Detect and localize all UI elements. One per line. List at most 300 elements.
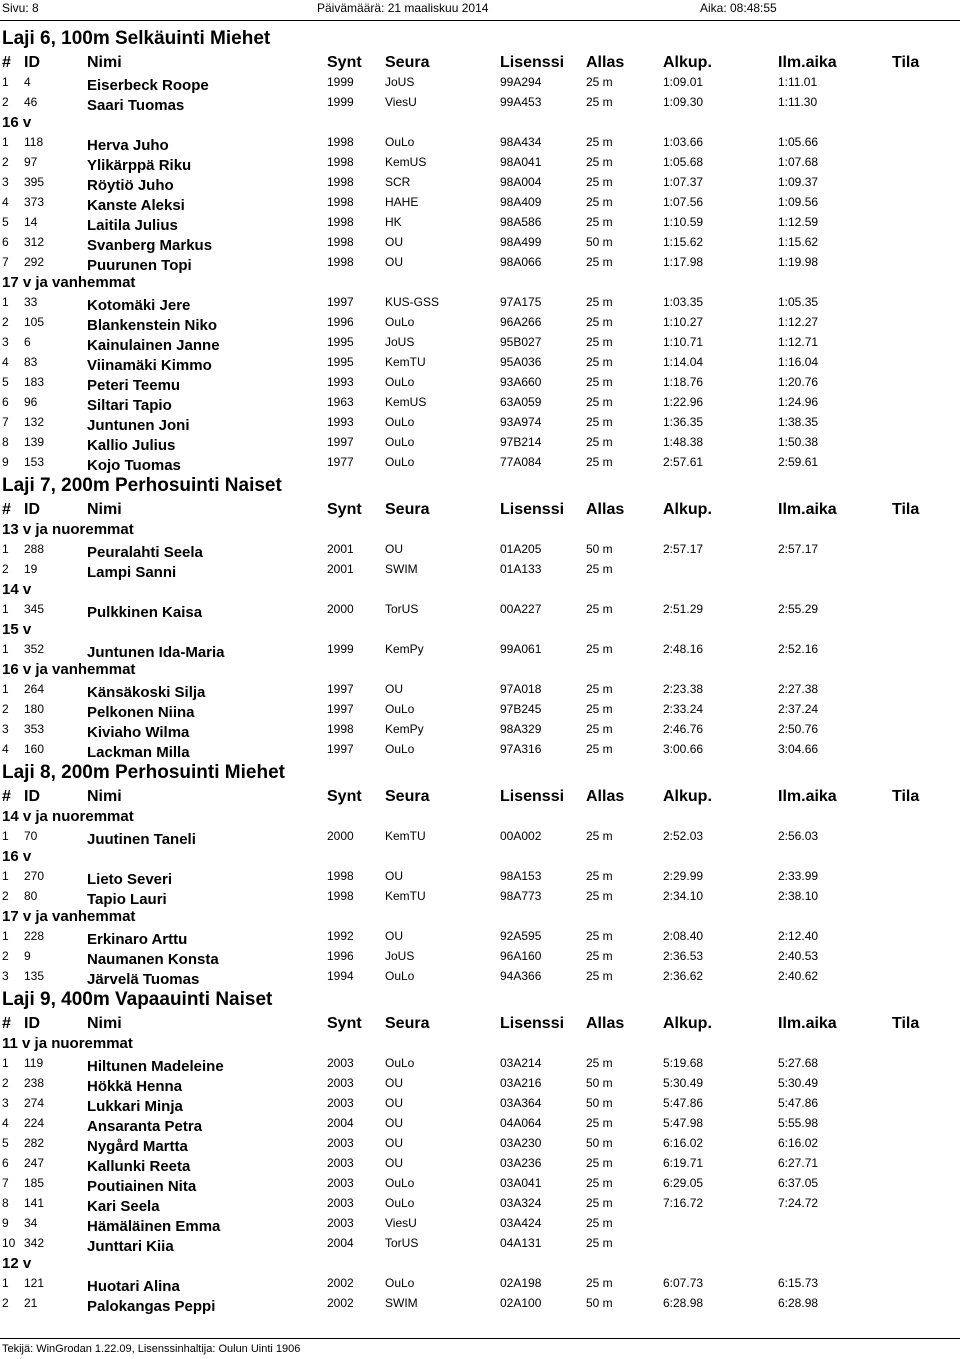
swimmer-name: Peteri Teemu bbox=[87, 377, 181, 394]
column-header: Seura bbox=[385, 788, 430, 805]
place: 7 bbox=[2, 255, 9, 269]
table-row bbox=[0, 740, 960, 760]
entered-time: 3:04.66 bbox=[778, 742, 819, 756]
license: 03A214 bbox=[500, 1056, 542, 1070]
pool: 25 m bbox=[586, 969, 613, 983]
table-row bbox=[0, 967, 960, 987]
birth-year: 1998 bbox=[327, 155, 354, 169]
license: 95A036 bbox=[500, 355, 542, 369]
swimmer-id: 180 bbox=[24, 702, 45, 716]
entered-time: 1:38.35 bbox=[778, 415, 819, 429]
license: 01A133 bbox=[500, 562, 542, 576]
swimmer-id: 132 bbox=[24, 415, 45, 429]
column-header: Lisenssi bbox=[500, 54, 565, 71]
club: OU bbox=[385, 235, 403, 249]
column-header: Nimi bbox=[87, 788, 122, 805]
swimmer-name: Röytiö Juho bbox=[87, 177, 174, 194]
table-row bbox=[0, 680, 960, 700]
license: 04A131 bbox=[500, 1236, 542, 1250]
age-group-label: 15 v bbox=[2, 621, 32, 638]
entry-time: 5:19.68 bbox=[663, 1056, 704, 1070]
swimmer-id: 121 bbox=[24, 1276, 45, 1290]
entry-time: 1:15.62 bbox=[663, 235, 704, 249]
birth-year: 1994 bbox=[327, 969, 354, 983]
swimmer-name: Nygård Martta bbox=[87, 1138, 188, 1155]
license: 98A329 bbox=[500, 722, 542, 736]
page-header bbox=[0, 0, 960, 21]
license: 03A041 bbox=[500, 1176, 542, 1190]
place: 7 bbox=[2, 415, 9, 429]
pool: 25 m bbox=[586, 1156, 613, 1170]
club: OuLo bbox=[385, 135, 415, 149]
table-row bbox=[0, 333, 960, 353]
column-header: Lisenssi bbox=[500, 788, 565, 805]
club: OU bbox=[385, 255, 403, 269]
license: 98A066 bbox=[500, 255, 542, 269]
entered-time: 6:28.98 bbox=[778, 1296, 819, 1310]
swimmer-name: Junttari Kiia bbox=[87, 1238, 174, 1255]
swimmer-name: Hökkä Henna bbox=[87, 1078, 183, 1095]
license: 94A366 bbox=[500, 969, 542, 983]
club: OU bbox=[385, 1136, 403, 1150]
birth-year: 2000 bbox=[327, 829, 354, 843]
place: 10 bbox=[2, 1236, 16, 1250]
place: 1 bbox=[2, 295, 9, 309]
swimmer-id: 228 bbox=[24, 929, 45, 943]
entry-time: 2:34.10 bbox=[663, 889, 704, 903]
club: JoUS bbox=[385, 949, 415, 963]
club: OuLo bbox=[385, 435, 415, 449]
license: 93A660 bbox=[500, 375, 542, 389]
license: 98A773 bbox=[500, 889, 542, 903]
club: TorUS bbox=[385, 602, 419, 616]
entered-time: 2:59.61 bbox=[778, 455, 819, 469]
place: 8 bbox=[2, 435, 9, 449]
swimmer-name: Peuralahti Seela bbox=[87, 544, 203, 561]
birth-year: 1998 bbox=[327, 195, 354, 209]
table-row bbox=[0, 1174, 960, 1194]
swimmer-name: Poutiainen Nita bbox=[87, 1178, 197, 1195]
place: 8 bbox=[2, 1196, 9, 1210]
license: 77A084 bbox=[500, 455, 542, 469]
table-row bbox=[0, 827, 960, 847]
table-row bbox=[0, 640, 960, 660]
club: OU bbox=[385, 682, 403, 696]
birth-year: 1999 bbox=[327, 95, 354, 109]
entered-time: 1:09.37 bbox=[778, 175, 819, 189]
entry-time: 7:16.72 bbox=[663, 1196, 704, 1210]
swimmer-id: 185 bbox=[24, 1176, 45, 1190]
swimmer-id: 118 bbox=[24, 135, 44, 149]
birth-year: 1998 bbox=[327, 175, 354, 189]
swimmer-id: 96 bbox=[24, 395, 38, 409]
swimmer-name: Eiserbeck Roope bbox=[87, 77, 209, 94]
event-title: Laji 6, 100m Selkäuinti Miehet bbox=[2, 28, 271, 49]
birth-year: 1996 bbox=[327, 315, 354, 329]
age-group-label: 16 v bbox=[2, 114, 32, 131]
column-header: Seura bbox=[385, 501, 430, 518]
swimmer-id: 274 bbox=[24, 1096, 45, 1110]
swimmer-name: Känsäkoski Silja bbox=[87, 684, 206, 701]
birth-year: 1977 bbox=[327, 455, 354, 469]
swimmer-id: 70 bbox=[24, 829, 38, 843]
entry-time: 6:28.98 bbox=[663, 1296, 704, 1310]
place: 1 bbox=[2, 602, 9, 616]
swimmer-name: Blankenstein Niko bbox=[87, 317, 218, 334]
birth-year: 1993 bbox=[327, 375, 354, 389]
entry-time: 1:07.37 bbox=[663, 175, 704, 189]
pool: 25 m bbox=[586, 869, 613, 883]
birth-year: 1997 bbox=[327, 742, 354, 756]
table-row bbox=[0, 73, 960, 93]
entered-time: 5:30.49 bbox=[778, 1076, 819, 1090]
club: OU bbox=[385, 1096, 403, 1110]
pool: 25 m bbox=[586, 1116, 613, 1130]
license: 03A364 bbox=[500, 1096, 542, 1110]
entered-time: 2:52.16 bbox=[778, 642, 819, 656]
table-row bbox=[0, 253, 960, 273]
license: 97A175 bbox=[500, 295, 542, 309]
entry-time: 1:03.66 bbox=[663, 135, 704, 149]
table-row bbox=[0, 153, 960, 173]
club: SWIM bbox=[385, 1296, 418, 1310]
place: 5 bbox=[2, 215, 9, 229]
place: 4 bbox=[2, 195, 9, 209]
entered-time: 1:09.56 bbox=[778, 195, 819, 209]
place: 2 bbox=[2, 315, 9, 329]
table-row bbox=[0, 1134, 960, 1154]
table-row bbox=[0, 173, 960, 193]
entered-time: 1:24.96 bbox=[778, 395, 819, 409]
pool: 25 m bbox=[586, 682, 613, 696]
entry-time: 5:47.98 bbox=[663, 1116, 704, 1130]
birth-year: 1997 bbox=[327, 702, 354, 716]
table-row bbox=[0, 947, 960, 967]
club: ViesU bbox=[385, 95, 417, 109]
column-header: Allas bbox=[586, 54, 625, 71]
age-group-label: 17 v ja vanhemmat bbox=[2, 908, 136, 925]
place: 2 bbox=[2, 1296, 9, 1310]
swimmer-id: 6 bbox=[24, 335, 31, 349]
column-header: # bbox=[2, 54, 11, 71]
column-header: Ilm.aika bbox=[778, 501, 837, 518]
page-footer bbox=[0, 1338, 960, 1359]
pool: 25 m bbox=[586, 295, 613, 309]
swimmer-id: 312 bbox=[24, 235, 45, 249]
entered-time: 1:12.59 bbox=[778, 215, 819, 229]
entered-time: 2:40.62 bbox=[778, 969, 819, 983]
club: JoUS bbox=[385, 75, 415, 89]
club: KemPy bbox=[385, 642, 424, 656]
entry-time: 1:03.35 bbox=[663, 295, 704, 309]
pool: 25 m bbox=[586, 829, 613, 843]
entered-time: 2:12.40 bbox=[778, 929, 819, 943]
swimmer-name: Palokangas Peppi bbox=[87, 1298, 216, 1315]
entered-time: 2:37.24 bbox=[778, 702, 819, 716]
club: OU bbox=[385, 929, 403, 943]
swimmer-id: 83 bbox=[24, 355, 38, 369]
entered-time: 1:20.76 bbox=[778, 375, 819, 389]
club: OuLo bbox=[385, 315, 415, 329]
club: KemPy bbox=[385, 722, 424, 736]
entry-time: 3:00.66 bbox=[663, 742, 704, 756]
swimmer-name: Puurunen Topi bbox=[87, 257, 192, 274]
license: 99A453 bbox=[500, 95, 542, 109]
entry-time: 1:10.27 bbox=[663, 315, 704, 329]
column-header: Ilm.aika bbox=[778, 1015, 837, 1032]
place: 1 bbox=[2, 1276, 9, 1290]
age-group-label: 16 v bbox=[2, 848, 32, 865]
license: 03A324 bbox=[500, 1196, 542, 1210]
entry-time: 2:23.38 bbox=[663, 682, 704, 696]
swimmer-id: 19 bbox=[24, 562, 38, 576]
entered-time: 2:40.53 bbox=[778, 949, 819, 963]
entry-time: 2:57.17 bbox=[663, 542, 704, 556]
column-header: Alkup. bbox=[663, 1015, 712, 1032]
column-header: Tila bbox=[892, 501, 920, 518]
swimmer-name: Kojo Tuomas bbox=[87, 457, 181, 474]
swimmer-name: Lampi Sanni bbox=[87, 564, 177, 581]
table-row bbox=[0, 540, 960, 560]
place: 6 bbox=[2, 235, 9, 249]
table-row bbox=[0, 560, 960, 580]
entry-time: 1:07.56 bbox=[663, 195, 704, 209]
entered-time: 2:56.03 bbox=[778, 829, 819, 843]
pool: 25 m bbox=[586, 722, 613, 736]
swimmer-name: Kainulainen Janne bbox=[87, 337, 220, 354]
place: 2 bbox=[2, 702, 9, 716]
pool: 25 m bbox=[586, 355, 613, 369]
column-header: Seura bbox=[385, 1015, 430, 1032]
place: 1 bbox=[2, 682, 9, 696]
table-row bbox=[0, 1114, 960, 1134]
age-group-label: 14 v bbox=[2, 581, 32, 598]
club: KemTU bbox=[385, 829, 426, 843]
column-header: ID bbox=[24, 1015, 40, 1032]
birth-year: 1999 bbox=[327, 642, 354, 656]
column-header: Synt bbox=[327, 1015, 362, 1032]
column-header-row bbox=[0, 786, 960, 807]
column-header: # bbox=[2, 501, 11, 518]
birth-year: 2001 bbox=[327, 542, 354, 556]
table-row bbox=[0, 373, 960, 393]
swimmer-id: 139 bbox=[24, 435, 45, 449]
table-row bbox=[0, 600, 960, 620]
birth-year: 2003 bbox=[327, 1136, 354, 1150]
license: 96A160 bbox=[500, 949, 542, 963]
pool: 25 m bbox=[586, 75, 613, 89]
place: 1 bbox=[2, 869, 9, 883]
birth-year: 1997 bbox=[327, 682, 354, 696]
license: 02A198 bbox=[500, 1276, 542, 1290]
birth-year: 1997 bbox=[327, 435, 354, 449]
license: 99A061 bbox=[500, 642, 542, 656]
entered-time: 5:55.98 bbox=[778, 1116, 819, 1130]
club: OU bbox=[385, 1076, 403, 1090]
swimmer-id: 353 bbox=[24, 722, 45, 736]
license: 04A064 bbox=[500, 1116, 542, 1130]
column-header: # bbox=[2, 788, 11, 805]
event-section bbox=[0, 760, 960, 987]
pool: 25 m bbox=[586, 375, 613, 389]
entered-time: 6:15.73 bbox=[778, 1276, 819, 1290]
license: 03A230 bbox=[500, 1136, 542, 1150]
swimmer-name: Kallio Julius bbox=[87, 437, 176, 454]
start-list bbox=[0, 26, 960, 1314]
place: 2 bbox=[2, 95, 9, 109]
swimmer-id: 288 bbox=[24, 542, 45, 556]
pool: 25 m bbox=[586, 642, 613, 656]
entered-time: 1:11.30 bbox=[778, 95, 818, 109]
swimmer-name: Saari Tuomas bbox=[87, 97, 185, 114]
entered-time: 2:33.99 bbox=[778, 869, 819, 883]
swimmer-name: Juntunen Ida-Maria bbox=[87, 644, 225, 661]
column-header: Ilm.aika bbox=[778, 54, 837, 71]
table-row bbox=[0, 413, 960, 433]
entry-time: 1:09.30 bbox=[663, 95, 704, 109]
column-header: Tila bbox=[892, 788, 920, 805]
column-header: Ilm.aika bbox=[778, 788, 837, 805]
entry-time: 1:48.38 bbox=[663, 435, 704, 449]
license: 97A316 bbox=[500, 742, 542, 756]
birth-year: 1999 bbox=[327, 75, 354, 89]
event-title: Laji 9, 400m Vapaauinti Naiset bbox=[2, 989, 273, 1010]
pool: 50 m bbox=[586, 1096, 613, 1110]
birth-year: 1963 bbox=[327, 395, 354, 409]
place: 2 bbox=[2, 1076, 9, 1090]
entry-time: 1:10.59 bbox=[663, 215, 704, 229]
column-header: Tila bbox=[892, 1015, 920, 1032]
entered-time: 1:50.38 bbox=[778, 435, 819, 449]
entry-time: 2:36.53 bbox=[663, 949, 704, 963]
swimmer-id: 135 bbox=[24, 969, 45, 983]
table-row bbox=[0, 1154, 960, 1174]
entry-time: 1:17.98 bbox=[663, 255, 704, 269]
birth-year: 1998 bbox=[327, 235, 354, 249]
pool: 25 m bbox=[586, 1196, 613, 1210]
swimmer-name: Kotomäki Jere bbox=[87, 297, 191, 314]
club: OuLo bbox=[385, 455, 415, 469]
age-group-label: 17 v ja vanhemmat bbox=[2, 274, 136, 291]
license: 00A227 bbox=[500, 602, 542, 616]
pool: 50 m bbox=[586, 1136, 613, 1150]
event-section bbox=[0, 26, 960, 473]
swimmer-name: Kallunki Reeta bbox=[87, 1158, 191, 1175]
column-header: Alkup. bbox=[663, 54, 712, 71]
swimmer-name: Tapio Lauri bbox=[87, 891, 167, 908]
column-header: Synt bbox=[327, 54, 362, 71]
swimmer-id: 160 bbox=[24, 742, 45, 756]
entry-time: 5:30.49 bbox=[663, 1076, 704, 1090]
table-row bbox=[0, 193, 960, 213]
birth-year: 2003 bbox=[327, 1176, 354, 1190]
club: HK bbox=[385, 215, 402, 229]
entered-time: 1:11.01 bbox=[778, 75, 818, 89]
place: 2 bbox=[2, 889, 9, 903]
table-row bbox=[0, 1274, 960, 1294]
place: 5 bbox=[2, 375, 9, 389]
entered-time: 2:27.38 bbox=[778, 682, 819, 696]
table-row bbox=[0, 93, 960, 113]
place: 4 bbox=[2, 355, 9, 369]
column-header-row bbox=[0, 1013, 960, 1034]
license: 97B214 bbox=[500, 435, 542, 449]
place: 3 bbox=[2, 722, 9, 736]
birth-year: 2003 bbox=[327, 1056, 354, 1070]
place: 2 bbox=[2, 155, 9, 169]
place: 2 bbox=[2, 949, 9, 963]
swimmer-id: 46 bbox=[24, 95, 38, 109]
table-row bbox=[0, 213, 960, 233]
entry-time: 5:47.86 bbox=[663, 1096, 704, 1110]
entry-time: 1:36.35 bbox=[663, 415, 704, 429]
place: 6 bbox=[2, 395, 9, 409]
license: 00A002 bbox=[500, 829, 542, 843]
swimmer-name: Lukkari Minja bbox=[87, 1098, 183, 1115]
place: 1 bbox=[2, 1056, 9, 1070]
table-row bbox=[0, 867, 960, 887]
swimmer-id: 4 bbox=[24, 75, 31, 89]
swimmer-name: Pulkkinen Kaisa bbox=[87, 604, 203, 621]
birth-year: 2004 bbox=[327, 1116, 354, 1130]
column-header-row bbox=[0, 52, 960, 73]
age-group-label: 16 v ja vanhemmat bbox=[2, 661, 136, 678]
column-header: ID bbox=[24, 501, 40, 518]
table-row bbox=[0, 133, 960, 153]
entry-time: 2:46.76 bbox=[663, 722, 704, 736]
birth-year: 1998 bbox=[327, 722, 354, 736]
swimmer-name: Huotari Alina bbox=[87, 1278, 180, 1295]
swimmer-id: 238 bbox=[24, 1076, 45, 1090]
table-row bbox=[0, 700, 960, 720]
entry-time: 1:22.96 bbox=[663, 395, 704, 409]
club: JoUS bbox=[385, 335, 415, 349]
entered-time: 1:16.04 bbox=[778, 355, 819, 369]
column-header: Alkup. bbox=[663, 788, 712, 805]
swimmer-id: 352 bbox=[24, 642, 45, 656]
entered-time: 2:57.17 bbox=[778, 542, 819, 556]
column-header: Allas bbox=[586, 1015, 625, 1032]
club: OuLo bbox=[385, 742, 415, 756]
license: 03A424 bbox=[500, 1216, 542, 1230]
license: 98A434 bbox=[500, 135, 542, 149]
club: OU bbox=[385, 542, 403, 556]
place: 4 bbox=[2, 1116, 9, 1130]
pool: 50 m bbox=[586, 1076, 613, 1090]
club: SWIM bbox=[385, 562, 418, 576]
swimmer-id: 14 bbox=[24, 215, 38, 229]
pool: 25 m bbox=[586, 335, 613, 349]
column-header: Nimi bbox=[87, 501, 122, 518]
column-header-row bbox=[0, 499, 960, 520]
column-header: Seura bbox=[385, 54, 430, 71]
place: 3 bbox=[2, 335, 9, 349]
swimmer-id: 270 bbox=[24, 869, 45, 883]
place: 1 bbox=[2, 75, 9, 89]
entry-time: 2:33.24 bbox=[663, 702, 704, 716]
page-number: Sivu: 8 bbox=[2, 1, 39, 15]
license: 02A100 bbox=[500, 1296, 542, 1310]
table-row bbox=[0, 1054, 960, 1074]
entered-time: 6:16.02 bbox=[778, 1136, 819, 1150]
column-header: Tila bbox=[892, 54, 920, 71]
birth-year: 1995 bbox=[327, 355, 354, 369]
swimmer-id: 282 bbox=[24, 1136, 45, 1150]
license: 98A153 bbox=[500, 869, 542, 883]
column-header: Nimi bbox=[87, 54, 122, 71]
license: 99A294 bbox=[500, 75, 542, 89]
pool: 25 m bbox=[586, 215, 613, 229]
